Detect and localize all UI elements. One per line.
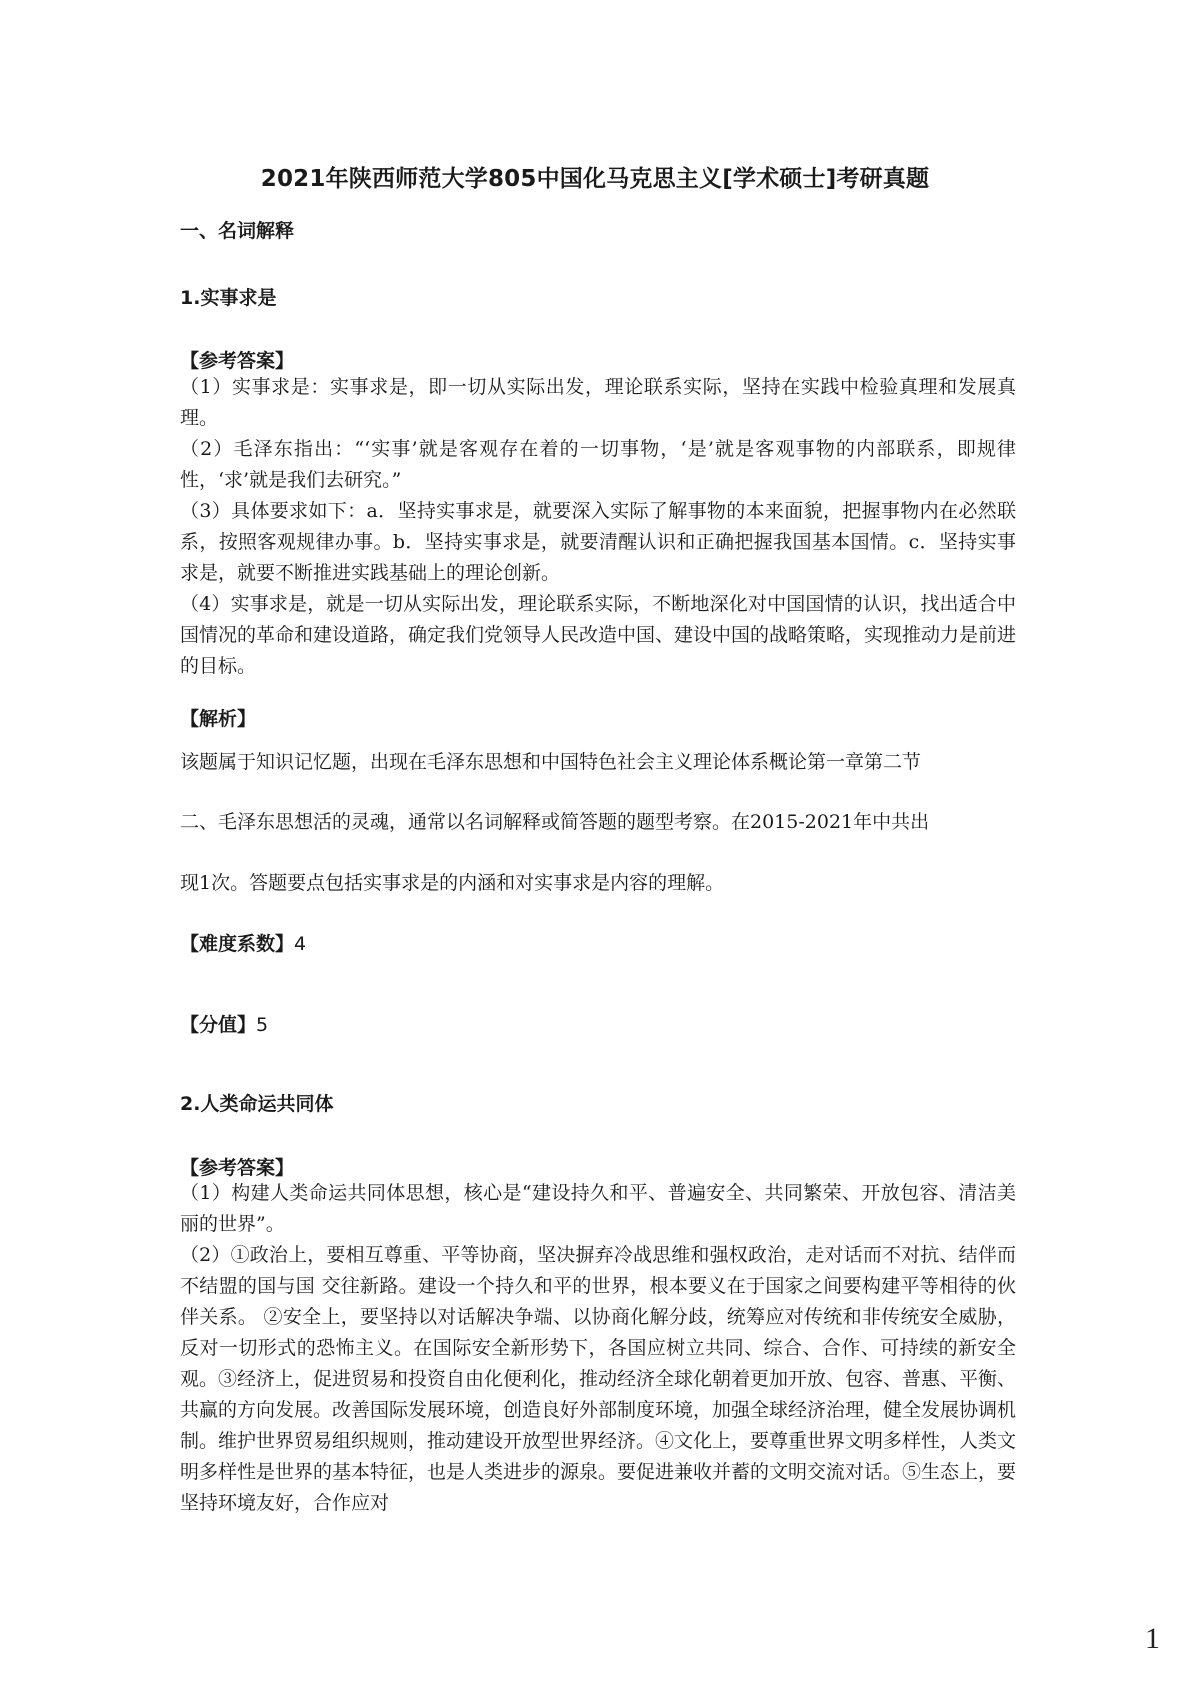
q1-analysis-line-2: 二、毛泽东思想活的灵魂，通常以名词解释或简答题的题型考察。在2015-2021年中共出 bbox=[180, 811, 930, 833]
question-2-heading: 2.人类命运共同体 bbox=[180, 1093, 334, 1115]
q1-answer-1: （1）实事求是：实事求是，即一切从实际出发，理论联系实际，坚持在实践中检验真理和发展真理。 bbox=[180, 376, 1016, 429]
q2-answer-label: 【参考答案】 bbox=[180, 1157, 295, 1179]
score-value: 5 bbox=[256, 1014, 269, 1036]
page-number: 1 bbox=[1145, 1622, 1160, 1655]
q1-answer-2: （2）毛泽东指出：“‘实事’就是客观存在着的一切事物，‘是’就是客观事物的内部联系，即规律性，‘求’就是我们去研究。” bbox=[180, 438, 1016, 491]
difficulty-label: 【难度系数】 bbox=[180, 933, 295, 955]
q1-analysis-line-1: 该题属于知识记忆题，出现在毛泽东思想和中国特色社会主义理论体系概论第一章第二节 bbox=[180, 751, 922, 773]
page-title: 2021年陕西师范大学805中国化马克思主义[学术硕士]考研真题 bbox=[260, 166, 930, 192]
difficulty-value: 4 bbox=[294, 933, 307, 955]
q1-difficulty bbox=[180, 929, 306, 956]
score-label: 【分值】 bbox=[180, 1014, 257, 1036]
question-1-heading: 1.实事求是 bbox=[180, 287, 277, 309]
q2-answer-2: （2）①政治上，要相互尊重、平等协商，坚决摒弃冷战思维和强权政治，走对话而不对抗、结伴而不结盟的国与国 交往新路。建设一个持久和平的世界，根本要义在于国家之间要构建平等相待的伙伴关系。 ②安全上，要坚持以对话解决争端、以协商化解分歧，统筹应对传统和非传统安全威胁，反对一切形式的恐怖主义。在国际安全新形势下，各国应树立共同、综合、合作、可持续的新安全观。③经济上，促进贸易和投资自由化便利化，推动经济全球化朝着更加开放、包容、普惠、平衡、共赢的方向发展。改善国际发展环境，创造良好外部制度环境，加强全球经济治理，健全发展协调机制。维护世界贸易组织规则，推动建设开放型世界经济。④文化上，要尊重世界文明多样性，人类文明多样性是世界的基本特征，也是人类进步的源泉。要促进兼收并蓄的文明交流对话。⑤生态上，要坚持环境友好，合作应对 bbox=[180, 1244, 1017, 1514]
q2-answer-1: （1）构建人类命运共同体思想，核心是“建设持久和平、普遍安全、共同繁荣、开放包容、清洁美丽的世界”。 bbox=[180, 1182, 1016, 1235]
section-heading: 一、名词解释 bbox=[180, 220, 295, 242]
q1-answer-3: （3）具体要求如下：a．坚持实事求是，就要深入实际了解事物的本来面貌，把握事物内在必然联系，按照客观规律办事。b．坚持实事求是，就要清醒认识和正确把握我国基本国情。c．坚持实事求是，就要不断推进实践基础上的理论创新。 bbox=[180, 500, 1016, 584]
q1-answer-label: 【参考答案】 bbox=[180, 350, 295, 372]
q1-analysis-label: 【解析】 bbox=[180, 708, 257, 730]
q1-answer-block bbox=[180, 372, 1016, 682]
q2-answer-block bbox=[180, 1178, 1016, 1519]
q1-analysis-line-3: 现1次。答题要点包括实事求是的内涵和对实事求是内容的理解。 bbox=[180, 872, 725, 894]
q1-answer-4: （4）实事求是，就是一切从实际出发，理论联系实际，不断地深化对中国国情的认识，找出适合中国情况的革命和建设道路，确定我们党领导人民改造中国、建设中国的战略策略，实现推动力是前进的目标。 bbox=[180, 593, 1017, 677]
q1-score bbox=[180, 1010, 268, 1037]
